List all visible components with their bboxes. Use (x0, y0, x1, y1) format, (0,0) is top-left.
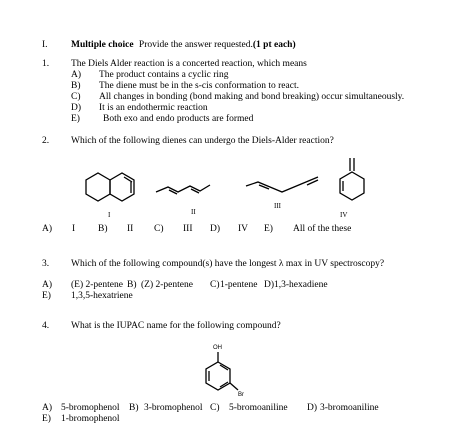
section-points: (1 pt each) (252, 40, 296, 50)
q4-option-e-text: 1-bromophenol (61, 414, 120, 424)
q3-option-b-text: (Z) 2-pentene (141, 280, 193, 290)
q3-option-a-text: (E) 2-pentene (71, 280, 123, 290)
q4-option-c-text: 5-bromoaniline (229, 403, 288, 413)
q1-option-c-text: All changes in bonding (bond making and bond breaking) occur simultaneously. (99, 92, 405, 102)
q3-option-e-text: 1,3,5-hexatriene (71, 291, 133, 301)
structure-label-iii: III (274, 202, 281, 210)
q3-option-d-letter: D) (264, 280, 275, 290)
q3-option-a-letter: A) (42, 280, 53, 290)
q2-stem: Which of the following dienes can undergo the Diels-Alder reaction? (71, 136, 334, 146)
q2-option-c-text: III (183, 224, 193, 234)
structure-label-iv: IV (340, 211, 348, 219)
q2-option-e-letter: E) (264, 224, 273, 234)
q1-option-d-text: It is an endothermic reaction (99, 103, 208, 113)
q4-option-c-letter: C) (210, 403, 220, 413)
section-number: I. (42, 40, 48, 50)
q1-stem: The Diels Alder reaction is a concerted reaction, which means (71, 59, 307, 69)
q4-option-d-letter: D) (307, 403, 318, 413)
q1-number: 1. (42, 59, 50, 69)
q2-option-b-letter: B) (98, 224, 108, 234)
structure-iii-diene (246, 174, 336, 204)
structure-label-ii: II (191, 208, 196, 216)
q1-option-d-letter: D) (71, 103, 82, 113)
br-label: Br (238, 392, 244, 398)
q2-option-e-text: All of the these (293, 224, 352, 234)
q3-stem: Which of the following compound(s) have the longest λ max in UV spectroscopy? (71, 259, 385, 269)
q2-option-a-letter: A) (42, 224, 53, 234)
structure-label-i: I (108, 211, 111, 219)
q4-option-b-text: 3-bromophenol (144, 403, 203, 413)
structure-iv-cyclohexene-diene (336, 158, 376, 218)
q3-option-b-letter: B) (127, 280, 137, 290)
structure-ii-diene (156, 178, 236, 208)
q4-option-a-letter: A) (42, 403, 53, 413)
oh-label: OH (213, 345, 222, 351)
q3-option-c-text: 1-pentene (220, 280, 258, 290)
q1-option-b-letter: B) (71, 81, 81, 91)
q4-option-e-letter: E) (42, 414, 51, 424)
q4-option-d-text: 3-bromoaniline (320, 403, 379, 413)
q2-option-c-letter: C) (154, 224, 164, 234)
section-instruction: Provide the answer requested. (138, 40, 253, 50)
q3-option-e-letter: E) (42, 291, 51, 301)
q1-option-a-letter: A) (71, 70, 82, 80)
q1-option-b-text: The diene must be in the s-cis conformation to react. (99, 81, 299, 91)
q3-number: 3. (42, 259, 50, 269)
section-heading (71, 40, 296, 51)
q4-option-a-text: 5-bromophenol (61, 403, 120, 413)
structure-i-bicyclic-diene (84, 168, 164, 218)
q4-stem: What is the IUPAC name for the following compound? (71, 321, 281, 331)
q3-option-d-text: 1,3-hexadiene (274, 280, 328, 290)
q2-option-d-letter: D) (210, 224, 221, 234)
q2-number: 2. (42, 136, 50, 146)
section-title: Multiple choice (71, 40, 134, 50)
q3-option-c-letter: C) (210, 280, 220, 290)
q1-option-c-letter: C) (71, 92, 81, 102)
q2-option-b-text: II (127, 224, 134, 234)
q1-option-a-text: The product contains a cyclic ring (99, 70, 229, 80)
q2-option-a-text: I (72, 224, 76, 234)
q4-number: 4. (42, 321, 50, 331)
q1-option-e-letter: E) (71, 114, 80, 124)
q1-option-e-text: Both exo and endo products are formed (103, 114, 254, 124)
q2-option-d-text: IV (238, 224, 249, 234)
q4-option-b-letter: B) (129, 403, 139, 413)
